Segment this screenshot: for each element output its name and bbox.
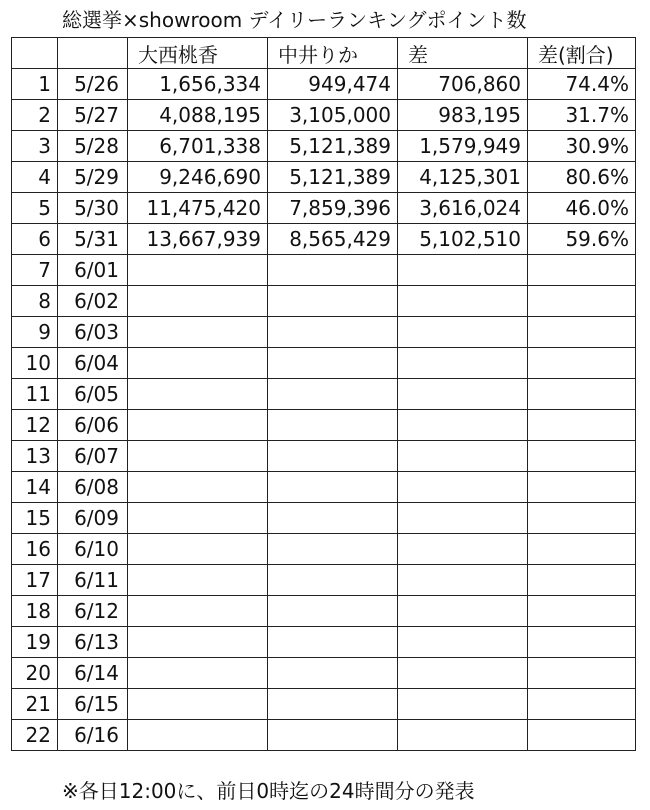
difference-cell[interactable]: 1,579,949 <box>398 131 528 162</box>
difference-ratio-cell[interactable]: 80.6% <box>528 162 636 193</box>
onishi-momoka-cell[interactable] <box>128 348 268 379</box>
table-row <box>12 720 636 751</box>
difference-ratio-cell[interactable] <box>528 534 636 565</box>
table-row <box>12 534 636 565</box>
onishi-momoka-cell[interactable] <box>128 720 268 751</box>
row-index-cell[interactable]: 2 <box>12 100 58 131</box>
table-row <box>12 131 636 162</box>
table-row <box>12 441 636 472</box>
row-index-cell[interactable]: 9 <box>12 317 58 348</box>
difference-cell[interactable] <box>398 317 528 348</box>
header-onishi-momoka: 大西桃香 <box>128 38 268 69</box>
difference-ratio-cell[interactable] <box>528 286 636 317</box>
difference-ratio-cell[interactable] <box>528 441 636 472</box>
date-cell[interactable]: 6/12 <box>58 596 128 627</box>
table-row <box>12 162 636 193</box>
difference-ratio-cell[interactable]: 31.7% <box>528 100 636 131</box>
date-cell[interactable]: 6/06 <box>58 410 128 441</box>
row-index-cell[interactable]: 13 <box>12 441 58 472</box>
date-cell[interactable]: 6/08 <box>58 472 128 503</box>
date-cell[interactable]: 5/28 <box>58 131 128 162</box>
row-index-cell[interactable]: 14 <box>12 472 58 503</box>
date-cell[interactable]: 6/09 <box>58 503 128 534</box>
nakai-rika-cell[interactable] <box>268 720 398 751</box>
row-index-cell[interactable]: 3 <box>12 131 58 162</box>
difference-cell[interactable] <box>398 348 528 379</box>
row-index-cell[interactable]: 22 <box>12 720 58 751</box>
difference-ratio-cell[interactable] <box>528 317 636 348</box>
difference-ratio-cell[interactable]: 46.0% <box>528 193 636 224</box>
table-row <box>12 565 636 596</box>
nakai-rika-cell[interactable] <box>268 472 398 503</box>
date-cell[interactable]: 6/01 <box>58 255 128 286</box>
onishi-momoka-cell[interactable] <box>128 596 268 627</box>
ranking-table <box>11 37 636 751</box>
onishi-momoka-cell[interactable]: 9,246,690 <box>128 162 268 193</box>
difference-ratio-cell[interactable] <box>528 348 636 379</box>
row-index-cell[interactable]: 18 <box>12 596 58 627</box>
date-cell[interactable]: 6/14 <box>58 658 128 689</box>
row-index-cell[interactable]: 11 <box>12 379 58 410</box>
table-row <box>12 627 636 658</box>
onishi-momoka-cell[interactable]: 6,701,338 <box>128 131 268 162</box>
difference-ratio-cell[interactable] <box>528 379 636 410</box>
difference-ratio-cell[interactable] <box>528 255 636 286</box>
date-cell[interactable]: 5/29 <box>58 162 128 193</box>
nakai-rika-cell[interactable] <box>268 596 398 627</box>
date-cell[interactable]: 5/30 <box>58 193 128 224</box>
onishi-momoka-cell[interactable] <box>128 627 268 658</box>
date-cell[interactable]: 5/27 <box>58 100 128 131</box>
row-index-cell[interactable]: 8 <box>12 286 58 317</box>
difference-cell[interactable]: 706,860 <box>398 69 528 100</box>
date-cell[interactable]: 6/03 <box>58 317 128 348</box>
date-cell[interactable]: 6/04 <box>58 348 128 379</box>
nakai-rika-cell[interactable] <box>268 255 398 286</box>
difference-ratio-cell[interactable]: 59.6% <box>528 224 636 255</box>
table-row <box>12 658 636 689</box>
row-index-cell[interactable]: 21 <box>12 689 58 720</box>
onishi-momoka-cell[interactable] <box>128 658 268 689</box>
difference-ratio-cell[interactable] <box>528 596 636 627</box>
table-row <box>12 348 636 379</box>
row-index-cell[interactable]: 7 <box>12 255 58 286</box>
difference-cell[interactable]: 5,102,510 <box>398 224 528 255</box>
date-cell[interactable]: 6/13 <box>58 627 128 658</box>
date-cell[interactable]: 6/10 <box>58 534 128 565</box>
row-index-cell[interactable]: 6 <box>12 224 58 255</box>
onishi-momoka-cell[interactable] <box>128 503 268 534</box>
onishi-momoka-cell[interactable] <box>128 286 268 317</box>
nakai-rika-cell[interactable]: 7,859,396 <box>268 193 398 224</box>
difference-cell[interactable]: 4,125,301 <box>398 162 528 193</box>
difference-cell[interactable] <box>398 658 528 689</box>
nakai-rika-cell[interactable]: 5,121,389 <box>268 162 398 193</box>
difference-ratio-cell[interactable] <box>528 658 636 689</box>
table-row <box>12 596 636 627</box>
table-row <box>12 286 636 317</box>
onishi-momoka-cell[interactable]: 11,475,420 <box>128 193 268 224</box>
table-row <box>12 193 636 224</box>
table-body <box>12 69 636 751</box>
nakai-rika-cell[interactable] <box>268 441 398 472</box>
header-difference: 差 <box>398 38 528 69</box>
difference-ratio-cell[interactable] <box>528 720 636 751</box>
row-index-cell[interactable]: 1 <box>12 69 58 100</box>
nakai-rika-cell[interactable] <box>268 410 398 441</box>
difference-cell[interactable] <box>398 534 528 565</box>
difference-cell[interactable] <box>398 441 528 472</box>
difference-cell[interactable] <box>398 720 528 751</box>
row-index-cell[interactable]: 17 <box>12 565 58 596</box>
nakai-rika-cell[interactable]: 949,474 <box>268 69 398 100</box>
onishi-momoka-cell[interactable] <box>128 689 268 720</box>
header-row <box>12 38 636 69</box>
header-difference-ratio: 差(割合) <box>528 38 636 69</box>
date-cell[interactable]: 6/11 <box>58 565 128 596</box>
row-index-cell[interactable]: 5 <box>12 193 58 224</box>
nakai-rika-cell[interactable] <box>268 689 398 720</box>
onishi-momoka-cell[interactable] <box>128 441 268 472</box>
difference-cell[interactable] <box>398 410 528 441</box>
nakai-rika-cell[interactable] <box>268 534 398 565</box>
difference-cell[interactable] <box>398 379 528 410</box>
row-index-cell[interactable]: 12 <box>12 410 58 441</box>
table-row <box>12 689 636 720</box>
table-row <box>12 69 636 100</box>
onishi-momoka-cell[interactable]: 4,088,195 <box>128 100 268 131</box>
onishi-momoka-cell[interactable] <box>128 317 268 348</box>
difference-cell[interactable] <box>398 596 528 627</box>
difference-cell[interactable]: 3,616,024 <box>398 193 528 224</box>
onishi-momoka-cell[interactable] <box>128 472 268 503</box>
nakai-rika-cell[interactable] <box>268 565 398 596</box>
sheet-title: 総選挙×showroom デイリーランキングポイント数 <box>62 8 527 32</box>
table-row <box>12 224 636 255</box>
table-row <box>12 410 636 441</box>
table-row <box>12 317 636 348</box>
onishi-momoka-cell[interactable] <box>128 565 268 596</box>
difference-ratio-cell[interactable] <box>528 627 636 658</box>
table-row <box>12 379 636 410</box>
difference-cell[interactable] <box>398 255 528 286</box>
row-index-cell[interactable]: 19 <box>12 627 58 658</box>
difference-ratio-cell[interactable] <box>528 689 636 720</box>
footnote: ※各日12:00に、前日0時迄の24時間分の発表 <box>62 779 475 803</box>
row-index-cell[interactable]: 16 <box>12 534 58 565</box>
table-row <box>12 255 636 286</box>
nakai-rika-cell[interactable]: 5,121,389 <box>268 131 398 162</box>
date-cell[interactable]: 6/16 <box>58 720 128 751</box>
onishi-momoka-cell[interactable]: 13,667,939 <box>128 224 268 255</box>
nakai-rika-cell[interactable] <box>268 627 398 658</box>
difference-ratio-cell[interactable] <box>528 410 636 441</box>
date-cell[interactable]: 6/02 <box>58 286 128 317</box>
table-row <box>12 472 636 503</box>
nakai-rika-cell[interactable] <box>268 379 398 410</box>
nakai-rika-cell[interactable] <box>268 286 398 317</box>
onishi-momoka-cell[interactable]: 1,656,334 <box>128 69 268 100</box>
header-nakai-rika: 中井りか <box>268 38 398 69</box>
nakai-rika-cell[interactable] <box>268 317 398 348</box>
difference-cell[interactable] <box>398 503 528 534</box>
table-row <box>12 100 636 131</box>
date-cell[interactable]: 6/07 <box>58 441 128 472</box>
nakai-rika-cell[interactable]: 3,105,000 <box>268 100 398 131</box>
onishi-momoka-cell[interactable] <box>128 255 268 286</box>
nakai-rika-cell[interactable] <box>268 658 398 689</box>
difference-cell[interactable] <box>398 627 528 658</box>
date-cell[interactable]: 5/26 <box>58 69 128 100</box>
header-index <box>12 38 58 69</box>
difference-ratio-cell[interactable] <box>528 565 636 596</box>
date-cell[interactable]: 6/05 <box>58 379 128 410</box>
difference-cell[interactable]: 983,195 <box>398 100 528 131</box>
table-row <box>12 503 636 534</box>
nakai-rika-cell[interactable] <box>268 348 398 379</box>
nakai-rika-cell[interactable] <box>268 503 398 534</box>
difference-cell[interactable] <box>398 689 528 720</box>
row-index-cell[interactable]: 15 <box>12 503 58 534</box>
row-index-cell[interactable]: 10 <box>12 348 58 379</box>
difference-ratio-cell[interactable] <box>528 503 636 534</box>
difference-ratio-cell[interactable] <box>528 472 636 503</box>
difference-cell[interactable] <box>398 286 528 317</box>
difference-cell[interactable] <box>398 565 528 596</box>
onishi-momoka-cell[interactable] <box>128 410 268 441</box>
header-date <box>58 38 128 69</box>
nakai-rika-cell[interactable]: 8,565,429 <box>268 224 398 255</box>
onishi-momoka-cell[interactable] <box>128 534 268 565</box>
difference-cell[interactable] <box>398 472 528 503</box>
row-index-cell[interactable]: 4 <box>12 162 58 193</box>
difference-ratio-cell[interactable]: 30.9% <box>528 131 636 162</box>
onishi-momoka-cell[interactable] <box>128 379 268 410</box>
date-cell[interactable]: 5/31 <box>58 224 128 255</box>
row-index-cell[interactable]: 20 <box>12 658 58 689</box>
difference-ratio-cell[interactable]: 74.4% <box>528 69 636 100</box>
date-cell[interactable]: 6/15 <box>58 689 128 720</box>
